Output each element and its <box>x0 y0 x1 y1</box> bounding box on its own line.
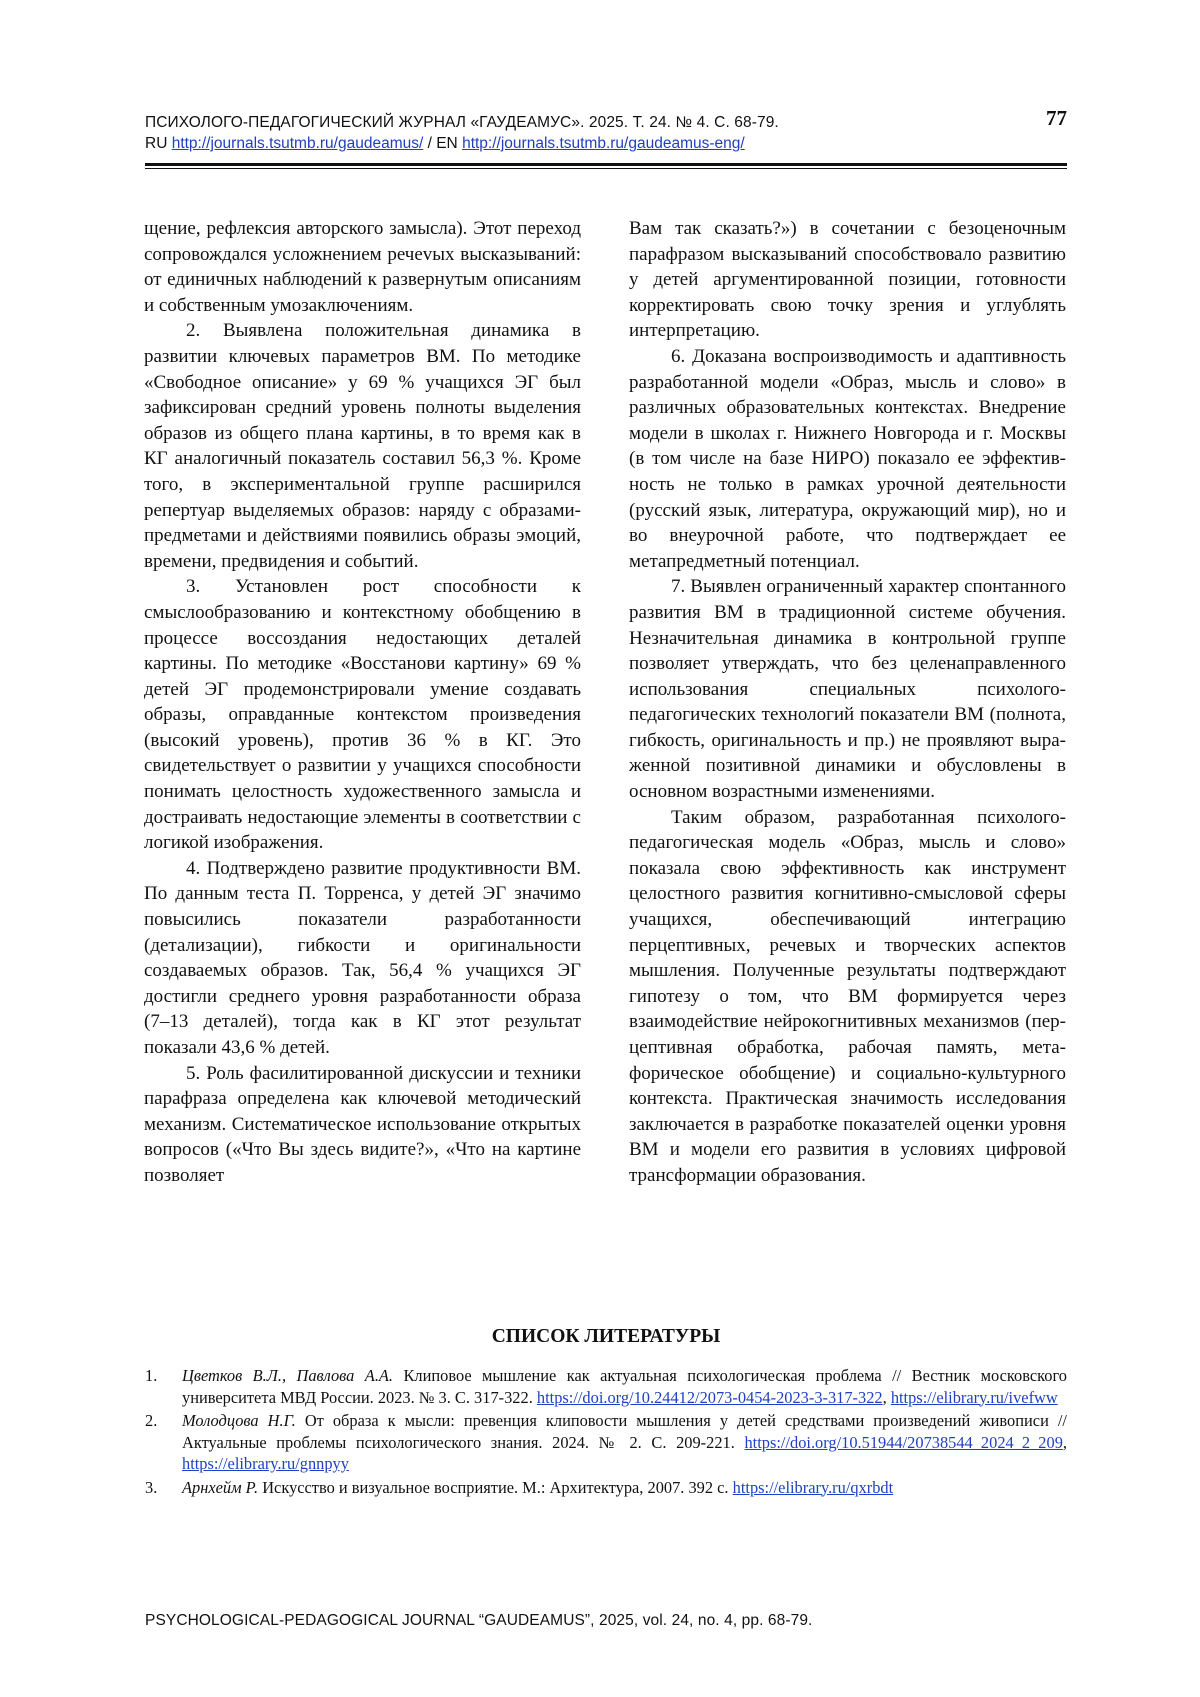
en-url-link[interactable]: http://journals.tsutmb.ru/gaudeamus-eng/ <box>462 135 745 152</box>
paragraph: 2. Выявлена положительная динамика в развитии ключевых параметров ВМ. По методике «Свободное описание» у 69 % учащихся ЭГ был зафиксирован средний уровень полноты выделения образов из общего плана картины, в то время как в КГ аналогичный показатель составил 56,3 %. Кроме того, в экспериментальной группе расширился репертуар выделяемых образов: наряду с образами-предметами и действиями появились образы эмоций, времени, предвидения и событий. <box>144 320 581 572</box>
reference-number: 1. <box>145 1366 158 1385</box>
paragraph: 3. Установлен рост способности к смыслообразованию и контекстному обобщению в процессе воссоздания недостающих деталей картины. По методике «Восстанови картину» 69 % детей ЭГ продемонстрировали умение создавать образы, оправданные контекстом произведения (высокий уровень), против 36 % в КГ. Это свидетельствует о развитии у учащихся способности понимать целостность художественного замысла и достраивать недостающие элементы в соответствии с логикой изображения. <box>144 576 581 854</box>
header-rule-thin <box>145 168 1067 169</box>
reference-author: Арнхейм Р. <box>182 1477 259 1497</box>
running-header <box>145 106 1067 154</box>
paragraph: 7. Выявлен ограниченный характер спонтанного развития ВМ в традиционной системе обучения. Незначительная динамика в контрольной группе позволяет утверждать, что без целенаправленного использования специальных психолого-педагогических технологий показатели ВМ (полнота, гибкость, оригинальность и пр.) не проявляют выраженной позитивной динамики и обусловлены в основном возрастными изменениями. <box>629 576 1066 803</box>
reference-text: Искусство и визуальное восприятие. М.: Архитектура, 2007. 392 с. <box>258 1477 733 1497</box>
english-footer: PSYCHOLOGICAL-PEDAGOGICAL JOURNAL “GAUDEAMUS”, 2025, vol. 24, no. 4, pp. 68-79. <box>145 1612 813 1629</box>
reference-number: 3. <box>145 1477 158 1497</box>
right-column <box>629 216 1066 1189</box>
reference-author: Цветков В.Л., Павлова А.А. <box>182 1366 394 1385</box>
reference-elibrary-link[interactable]: https://elibrary.ru/qxrbdt <box>732 1477 894 1497</box>
paragraph: 6. Доказана воспроизводимость и адаптивность разработанной модели «Образ, мысль и слово» в различных образовательных контекстах. Внедрение модели в школах г. Нижнего Новгорода и г. Москвы (в том числе на базе НИРО) показало ее эффективность не только в рамках урочной деятельности (русский язык, литература, окружающий мир), но и во внеурочной работе, что подтверждает ее метапредметный потенциал. <box>629 345 1066 572</box>
reference-item <box>145 1477 1067 1499</box>
reference-separator: , <box>1062 1432 1067 1452</box>
journal-urls <box>145 133 1067 154</box>
reference-elibrary-link[interactable]: https://elibrary.ru/ivefww <box>890 1387 1058 1407</box>
reference-item <box>145 1410 1067 1475</box>
ru-label: RU <box>145 135 168 152</box>
reference-item <box>145 1365 1067 1408</box>
paragraph: щение, рефлексия авторского замысла). Этот переход сопровождался усложнением речеvых высказываний: от единичных наблюдений к развернутым описаниям и собственным умозаключениям. <box>144 218 581 316</box>
reference-text: Клиповое мышление как актуальная психологическая проблема // Вестник московского университета МВД России. 2023. № 3. С. 317-322. <box>182 1366 1067 1407</box>
paragraph: 5. Роль фасилитированной дискуссии и техники парафраза определена как ключевой методический механизм. Систематическое использование открытых вопросов («Что Вы здесь видите?», «Что на картине позволяет <box>144 1062 581 1186</box>
page-number: 77 <box>1046 106 1067 130</box>
reference-separator: , <box>882 1387 891 1407</box>
en-label: EN <box>436 135 458 152</box>
journal-citation: ПСИХОЛОГО-ПЕДАГОГИЧЕСКИЙ ЖУРНАЛ «ГАУДЕАМУС». 2025. Т. 24. № 4. С. 68-79. <box>145 114 779 131</box>
references-list <box>145 1365 1067 1500</box>
paragraph: Вам так сказать?») в сочетании с безоценочным парафразом высказываний способствовало развитию у детей аргументированной позиции, готовности корректировать свою точку зрения и углублять интерпретацию. <box>629 218 1066 342</box>
left-column <box>144 216 581 1189</box>
reference-doi-link[interactable]: https://doi.org/10.51944/20738544_2024_2_209 <box>744 1432 1063 1452</box>
paragraph: Таким образом, разработанная психолого-педагогическая модель «Образ, мысль и слово» показала свою эффективность как инструмент целостного развития когнитивно-смысловой сферы учащихся, обеспечивающий интеграцию перцептивных, речевых и творческих аспектов мышления. Полученные результаты подтверждают гипотезу о том, что ВМ формируется через взаимодействие нейрокогнитивных механизмов (перцептивная обработка, рабочая память, метафорическое обобщение) и социально-культурного контекста. Практическая значимость исследования заключается в разработке показателей оценки уровня ВМ и модели его развития в условиях цифровой трансформации образования. <box>629 806 1066 1186</box>
header-rule-thick <box>145 163 1067 166</box>
reference-number: 2. <box>145 1411 158 1430</box>
ru-url-link[interactable]: http://journals.tsutmb.ru/gaudeamus/ <box>171 135 424 152</box>
reference-text: От образа к мысли: превенция клиповости мышления у детей средствами произведений живописи // Актуальные проблемы психологического знания. 2024. № 2. С. 209-221. <box>182 1411 1067 1452</box>
references-title: СПИСОК ЛИТЕРАТУРЫ <box>491 1326 721 1347</box>
url-separator: / <box>423 135 437 152</box>
reference-elibrary-link[interactable]: https://elibrary.ru/gnnpyy <box>182 1454 349 1473</box>
paragraph: 4. Подтверждено развитие продуктивности ВМ. По данным теста П. Торренса, у детей ЭГ значимо повысились показатели разработанности (детализации), гибкости и оригинальности создаваемых образов. Так, 56,4 % учащихся ЭГ достигли среднего уровня разработанности образа (7–13 деталей), тогда как в КГ этот результат показали 43,6 % детей. <box>144 857 581 1058</box>
reference-doi-link[interactable]: https://doi.org/10.24412/2073-0454-2023-3-317-322 <box>536 1387 883 1407</box>
reference-author: Молодцова Н.Г. <box>182 1411 296 1430</box>
